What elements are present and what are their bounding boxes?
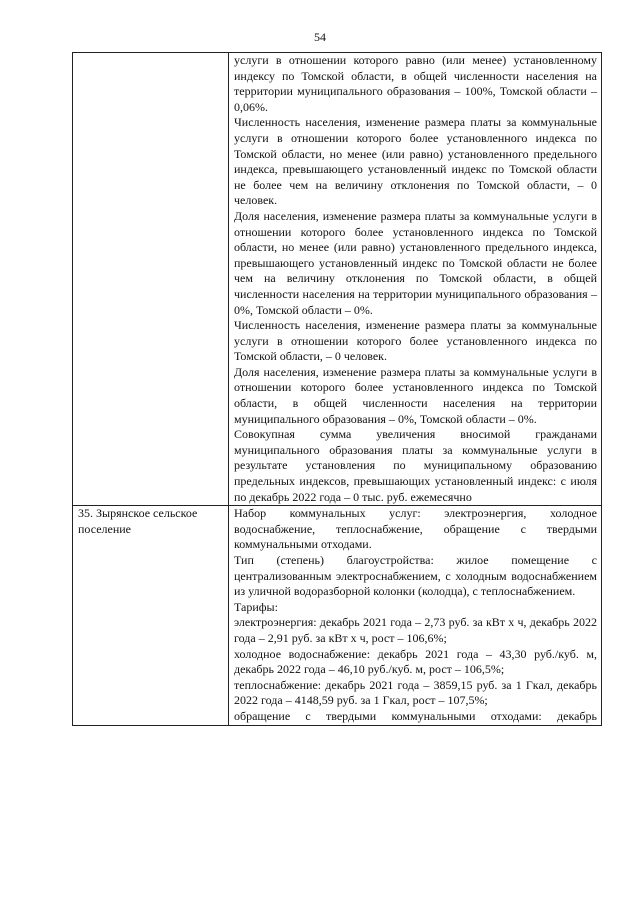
document-table: [72, 52, 602, 726]
paragraph: холодное водоснабжение: декабрь 2021 года – 43,30 руб./куб. м, декабрь 2022 года – 46,10 руб./куб. м, рост – 106,5%;: [234, 646, 597, 677]
paragraph: Тарифы:: [234, 599, 278, 614]
paragraph: Тип (степень) благоустройства: жилое помещение с централизованным электроснабжением, с холодным водоснабжением из уличной водоразборной колонки (колодца), с теплоснабжением.: [234, 553, 597, 599]
description-cell: [229, 53, 602, 506]
page-number: 54: [314, 30, 326, 44]
paragraph: Доля населения, изменение размера платы за коммунальные услуги в отношении которого более установленного индекса по Томской области, но менее (или равно) установленного предельного индекса, превышающего установленный индекс по Томской области не более чем на величину отклонения по Томской области, в общей численности населения на территории муниципального образования – 0%, Томской области – 0%.: [234, 208, 597, 317]
paragraph: электроэнергия: декабрь 2021 года – 2,73 руб. за кВт x ч, декабрь 2022 года – 2,91 руб. за кВт x ч, рост – 106,6%;: [234, 615, 597, 645]
paragraph: обращение с твердыми коммунальными отходами: декабрь: [234, 708, 597, 723]
paragraph: Набор коммунальных услуг: электроэнергия, холодное водоснабжение, теплоснабжение, обращение с твердыми коммунальными отходами.: [234, 506, 597, 552]
paragraph: теплоснабжение: декабрь 2021 года – 3859,15 руб. за 1 Гкал, декабрь 2022 года – 4148,59 руб. за 1 Гкал, рост – 107,5%;: [234, 677, 597, 708]
table-row: [73, 53, 602, 506]
description-cell: [229, 506, 602, 725]
municipality-cell: 35. Зырянское сельское поселение: [73, 506, 229, 725]
paragraph: Численность населения, изменение размера платы за коммунальные услуги в отношении которого более установленного индекса по Томской области, но менее (или равно) установленного предельного индекса, превышающего установленный индекс по Томской области не более чем на величину отклонения по Томской области, – 0 человек.: [234, 115, 597, 208]
table-row: [73, 506, 602, 725]
paragraph: Доля населения, изменение размера платы за коммунальные услуги в отношении которого более установленного индекса по Томской области, в общей численности населения на территории муниципального образования – 0%, Томской области – 0%.: [234, 364, 597, 426]
paragraph: услуги в отношении которого равно (или менее) установленному индексу по Томской области, в общей численности населения на территории муниципального образования – 100%, Томской области – 0,06%.: [234, 53, 597, 114]
municipality-cell: [73, 53, 229, 506]
paragraph: Численность населения, изменение размера платы за коммунальные услуги в отношении которого более установленного индекса по Томской области, – 0 человек.: [234, 318, 597, 364]
paragraph: Совокупная сумма увеличения вносимой гражданами муниципального образования платы за коммунальные услуги в результате установления по муниципальному образованию предельных индексов, превышающих установленный индекс: с июля по декабрь 2022 года – 0 тыс. руб. ежемесячно: [234, 427, 597, 504]
